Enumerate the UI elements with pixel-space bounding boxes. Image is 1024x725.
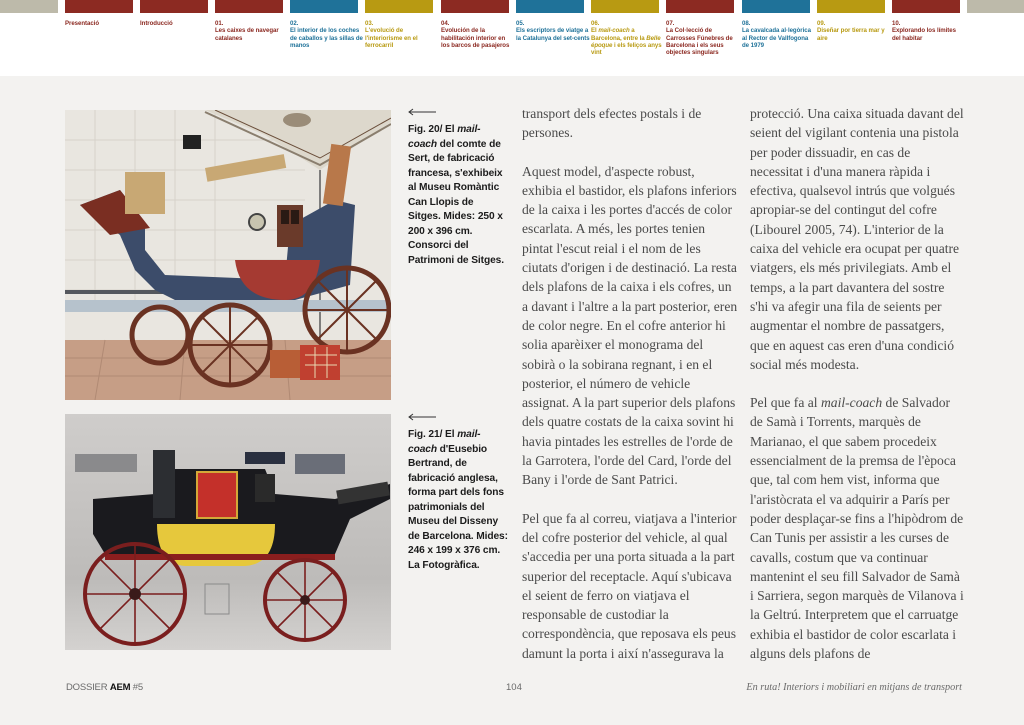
body-paragraph: protecció. Una caixa situada davant del seient del vigilant contenia una pistola per poder dissuadir, en cas de necessitat i d'una manera ràpida i efectiva, qualsevol intrús que volgués apropiar-se del contingut del cofre (Libourel 2005, 74). L'interior de la caixa del vehicle era ocupat per quatre viatgers, els més privilegiats. Amb el temps, a la part davantera del sostre s'hi va afegir una fila de seients per augmentar el nombre de passatgers, que en aquest cas eren d'una condició social més modesta. [750,106,964,372]
figure-20-caption [408,108,508,268]
body-paragraph: Pel que fa al correu, viatjava a l'interior del cofre posterior del vehicle, al qual s'accedia per una porta situada a la part superior del receptacle. Aquí s'ubicava el seient de ferro on viatjava el responsable de custodiar la correspondència, que reposava els peus damunt la porta i així n'assegurava la [522,510,737,661]
nav-label: Introducció [140,20,173,27]
nav-number: 06. [591,20,600,27]
nav-label: Presentació [65,20,99,27]
nav-color-bar [140,0,208,13]
nav-color-bar [365,0,433,13]
body-paragraph: transport dels efectes postals i de persones. [522,106,702,141]
caption-text: Fig. 20/ El mail-coach del comte de Sert, de fabricació francesa, s'exhibeix al Museu Romàntic Can Llopis de Sitges. Mides: 250 x 200 x 396 cm. Consorci del Patrimoni de Sitges. [408,124,504,266]
footer-publication: DOSSIER AEM #5 [66,682,143,693]
nav-color-bar [967,0,1024,13]
body-column-2 [750,104,966,682]
nav-number: 07. [666,20,675,27]
nav-label: L'evolució de l'interiorisme en el ferrocarril [365,27,418,49]
left-arrow-icon [408,108,436,116]
nav-item-04[interactable] [441,0,509,76]
nav-color-bar [215,0,283,13]
nav-number: 10. [892,20,901,27]
nav-item-03[interactable] [365,0,433,76]
body-paragraph: Aquest model, d'aspecte robust, exhibia el bastidor, els plafons inferiors de la caixa i les portes d'accés de color escarlata. A més, les portes tenien pintat l'escut reial i el nom de les ciutats d'origen i de destinació. La resta dels plafons de la caixa i els cofres, un a davant i l'altre a la part posterior, eren de color negre. En el cofre anterior hi solia aparèixer el monograma del sobirà o la sobirana regnant, i en el posterior, el número de vehicle assignat. A la part superior dels plafons dels quatre costats de la caixa sovint hi havia pintades les estrelles de l'orde de la Garrotera, l'orde del Card, l'orde del Bany i l'orde de Sant Patrici. [522,163,738,488]
nav-label: Els escriptors de viatge a la Catalunya del set-cents [516,27,590,42]
figure-20-photo [65,110,391,400]
nav-label: Diseñar por tierra mar y aire [817,27,885,42]
nav-color-bar [290,0,358,13]
body-column-1 [522,104,738,682]
nav-item-introduccio[interactable] [140,0,208,76]
page-number: 104 [506,682,522,693]
nav-color-bar [65,0,133,13]
nav-number: 01. [215,20,224,27]
nav-color-bar [516,0,584,13]
nav-color-bar [892,0,960,13]
nav-item-10[interactable] [892,0,960,76]
nav-item-08[interactable] [742,0,810,76]
nav-item-01[interactable] [215,0,283,76]
nav-number: 09. [817,20,826,27]
nav-number: 02. [290,20,299,27]
nav-label: La Col·lecció de Carrosses Fúnebres de Barcelona i els seus objectes singulars [666,27,733,57]
nav-color-bar [0,0,58,13]
nav-number: 03. [365,20,374,27]
nav-color-bar [441,0,509,13]
nav-label: La cavalcada al·legòrica al Rector de Vallfogona de 1979 [742,27,811,49]
nav-color-bar [666,0,734,13]
figure-21-caption [408,413,508,573]
nav-label: El mail-coach a Barcelona, entre la Belle époque i els feliços anys vint [591,27,662,57]
nav-item-02[interactable] [290,0,363,76]
nav-spacer-right [967,0,1024,76]
footer-running-title: En ruta! Interiors i mobiliari en mitjans de transport [746,682,962,693]
nav-color-bar [591,0,659,13]
nav-color-bar [817,0,885,13]
carriage-image-fig21 [65,414,391,650]
nav-label: Evolución de la habilitación interior en los barcos de pasajeros [441,27,510,49]
chapter-navigation [0,0,1024,76]
nav-color-bar [742,0,810,13]
nav-number: 08. [742,20,751,27]
carriage-image-fig20 [65,110,391,400]
body-paragraph: Pel que fa al mail-coach de Salvador de Samà i Torrents, marquès de Marianao, el que sabem procedeix essencialment de la premsa de l'època que, tal com hem vist, informa que l'aristòcrata el va adquirir a París per poder desplaçar-se fins a l'hipòdrom de Can Tunis per assistir a les curses de cavalls, costum que va continuar mantenint el seu fill Salvador de Samà i Sarriera, segon marquès de Vilanova i la Geltrú. Interpretem que el carruatge exhibia el bastidor de color escarlata i alguns dels plafons de [750,395,964,662]
nav-item-presentacio[interactable] [65,0,133,76]
nav-item-07[interactable] [666,0,734,76]
nav-label: Les caixes de navegar catalanes [215,27,279,42]
nav-label: Explorando los límites del habitar [892,27,956,42]
nav-number: 04. [441,20,450,27]
caption-text: Fig. 21/ El mail-coach d'Eusebio Bertrand, de fabricació anglesa, forma part dels fons patrimonials del Museu del Disseny de Barcelona. Mides: 246 x 199 x 376 cm. La Fotogràfica. [408,429,508,571]
nav-item-09[interactable] [817,0,885,76]
nav-label: El interior de los coches de caballos y las sillas de manos [290,27,363,49]
nav-item-06[interactable] [591,0,662,76]
nav-number: 05. [516,20,525,27]
nav-item-05[interactable] [516,0,590,76]
figure-21-photo [65,414,391,650]
left-arrow-icon [408,413,436,421]
nav-spacer-left [0,0,38,76]
